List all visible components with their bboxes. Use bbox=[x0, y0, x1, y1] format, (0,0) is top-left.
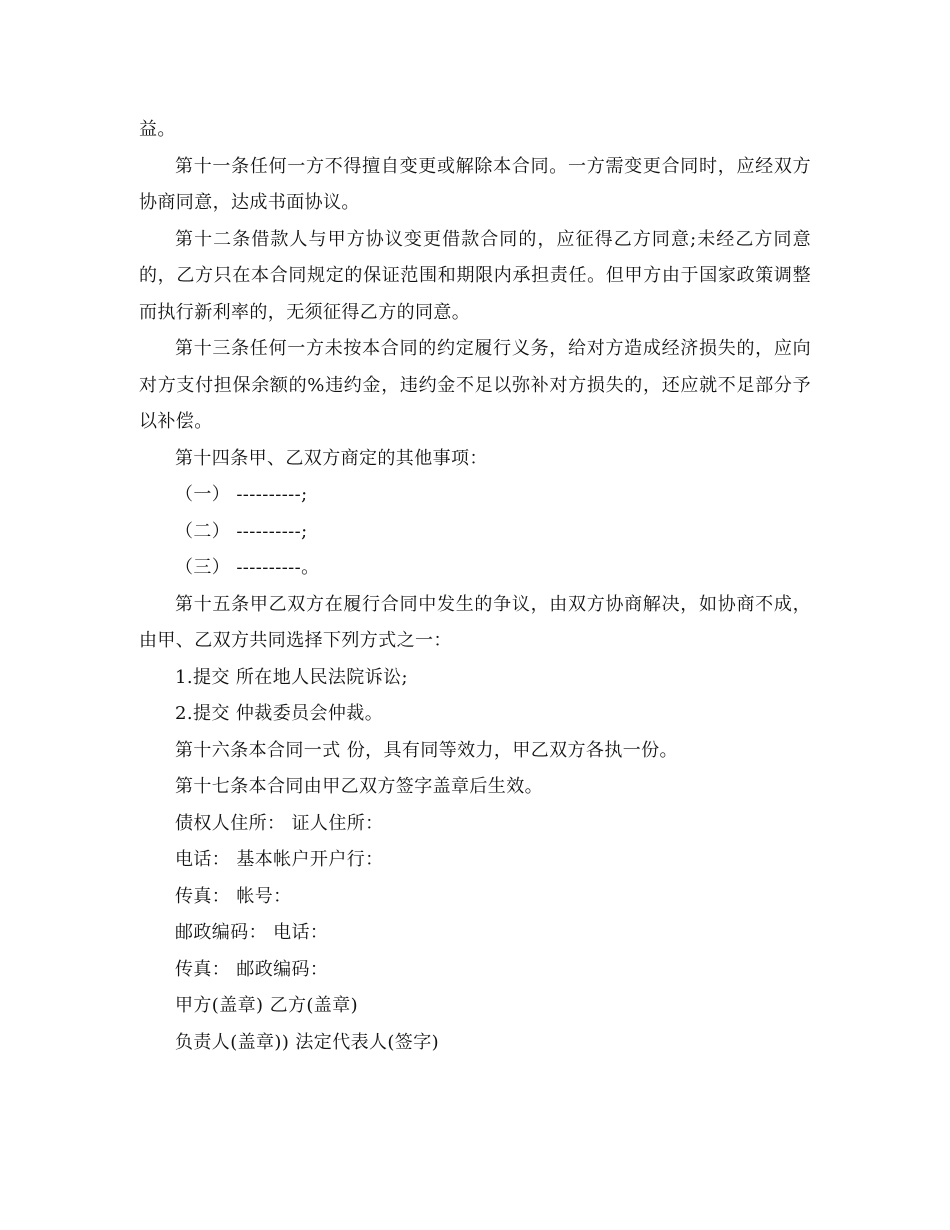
signature-line-postcode: 邮政编码： 电话： bbox=[175, 922, 329, 943]
clause-13: 第十三条任何一方未按本合同的约定履行义务，给对方造成经济损失的，应向对方支付担保余额的%违约金，违约金不足以弥补对方损失的，还应就不足部分予以补偿。 bbox=[139, 338, 811, 432]
clause-14-item-2: （二） ----------; bbox=[175, 520, 308, 542]
clause-17: 第十七条本合同由甲乙双方签字盖章后生效。 bbox=[175, 776, 543, 797]
clause-12: 第十二条借款人与甲方协议变更借款合同的，应征得乙方同意;未经乙方同意的，乙方只在本合同规定的保证范围和期限内承担责任。但甲方由于国家政策调整而执行新利率的，无须征得乙方的同意。 bbox=[139, 228, 811, 323]
clause-15: 第十五条甲乙双方在履行合同中发生的争议，由双方协商解决，如协商不成，由甲、乙双方共同选择下列方式之一： bbox=[139, 593, 811, 651]
signature-line-phone: 电话： 基本帐户开户行： bbox=[175, 849, 384, 870]
clause-14-item-1: （一） ----------; bbox=[175, 484, 308, 505]
signature-line-fax-2: 传真： 邮政编码： bbox=[175, 958, 329, 980]
clause-14-item-3: （三） ----------。 bbox=[175, 557, 320, 578]
clause-11: 第十一条任何一方不得擅自变更或解除本合同。一方需变更合同时，应经双方协商同意，达成书面协议。 bbox=[139, 155, 811, 213]
signature-line-fax: 传真： 帐号： bbox=[175, 885, 292, 907]
signature-line-address: 债权人住所： 证人住所： bbox=[175, 812, 384, 834]
signature-line-seals: 甲方(盖章) 乙方(盖章) bbox=[175, 995, 359, 1016]
paragraph-continuation: 益。 bbox=[139, 119, 176, 140]
clause-14: 第十四条甲、乙双方商定的其他事项： bbox=[175, 447, 488, 469]
clause-16: 第十六条本合同一式 份，具有同等效力，甲乙双方各执一份。 bbox=[175, 739, 678, 761]
clause-15-option-1: 1.提交 所在地人民法院诉讼; bbox=[175, 666, 408, 688]
signature-line-representatives: 负责人(盖章)) 法定代表人(签字) bbox=[175, 1031, 440, 1053]
clause-15-option-2: 2.提交 仲裁委员会仲裁。 bbox=[175, 703, 384, 724]
document-page bbox=[139, 112, 811, 1061]
